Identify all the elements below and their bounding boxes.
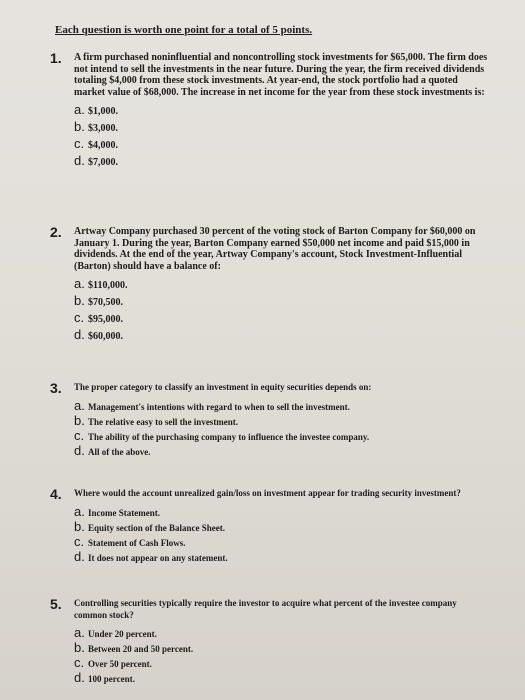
question-text: The proper category to classify an investment in equity securities depends on: bbox=[74, 382, 372, 392]
question-number: 4. bbox=[50, 486, 62, 502]
option-c[interactable]: c. Statement of Cash Flows. bbox=[74, 534, 186, 549]
question-text: Artway Company purchased 30 percent of the voting stock of Barton Company for $60,000 on January 1. During the year, Barton Company earned $50,000 net income and paid $15,000 in dividends. At the end of the year, Artway Company's account, Stock Investment-Influential (Barton) should have a balance of: bbox=[74, 226, 476, 272]
option-a[interactable]: a. Management's intentions with regard to when to sell the investment. bbox=[74, 398, 350, 413]
question-text: A firm purchased noninfluential and noncontrolling stock investments for $65,000. The firm does not intend to sell the investments in the near future. During the year, the firm received dividends totaling $4,000 from these stock investments. At year-end, the stock portfolio had a quoted market value of $68,000. The increase in net income for the year from these stock investments is: bbox=[74, 52, 488, 98]
options-list bbox=[74, 625, 490, 685]
option-b[interactable]: b. Between 20 and 50 percent. bbox=[74, 640, 194, 655]
option-b[interactable]: b. $70,500. bbox=[74, 293, 123, 308]
page-header: Each question is worth one point for a total of 5 points. bbox=[55, 24, 313, 36]
options-list bbox=[74, 398, 490, 458]
question-number: 5. bbox=[50, 596, 62, 612]
question-4 bbox=[50, 488, 490, 564]
option-b[interactable]: b. $3,000. bbox=[74, 119, 118, 134]
question-number: 1. bbox=[50, 50, 62, 66]
question-number: 2. bbox=[50, 224, 62, 240]
option-d[interactable]: d. All of the above. bbox=[74, 443, 151, 458]
option-d[interactable]: d. $60,000. bbox=[74, 327, 123, 342]
option-c[interactable]: c. Over 50 percent. bbox=[74, 655, 152, 670]
option-a[interactable]: a. Income Statement. bbox=[74, 504, 160, 519]
options-list bbox=[74, 504, 490, 564]
question-1 bbox=[50, 52, 490, 170]
question-3 bbox=[50, 382, 490, 458]
option-b[interactable]: b. The relative easy to sell the investment. bbox=[74, 413, 239, 428]
option-d[interactable]: d. $7,000. bbox=[74, 153, 118, 168]
option-a[interactable]: a. $110,000. bbox=[74, 276, 128, 291]
option-a[interactable]: a. $1,000. bbox=[74, 102, 118, 117]
question-number: 3. bbox=[50, 380, 62, 396]
option-c[interactable]: c. The ability of the purchasing company to influence the investee company. bbox=[74, 428, 370, 443]
option-b[interactable]: b. Equity section of the Balance Sheet. bbox=[74, 519, 225, 534]
question-text: Where would the account unrealized gain/loss on investment appear for trading security investment? bbox=[74, 488, 461, 498]
option-d[interactable]: d. 100 percent. bbox=[74, 670, 135, 685]
option-c[interactable]: c. $95,000. bbox=[74, 310, 123, 325]
question-2 bbox=[50, 226, 490, 344]
question-5 bbox=[50, 598, 490, 685]
question-text: Controlling securities typically require the investor to acquire what percent of the investee company common stock? bbox=[74, 598, 457, 620]
options-list bbox=[74, 276, 490, 344]
option-c[interactable]: c. $4,000. bbox=[74, 136, 118, 151]
option-a[interactable]: a. Under 20 percent. bbox=[74, 625, 157, 640]
option-d[interactable]: d. It does not appear on any statement. bbox=[74, 549, 228, 564]
options-list bbox=[74, 102, 490, 170]
